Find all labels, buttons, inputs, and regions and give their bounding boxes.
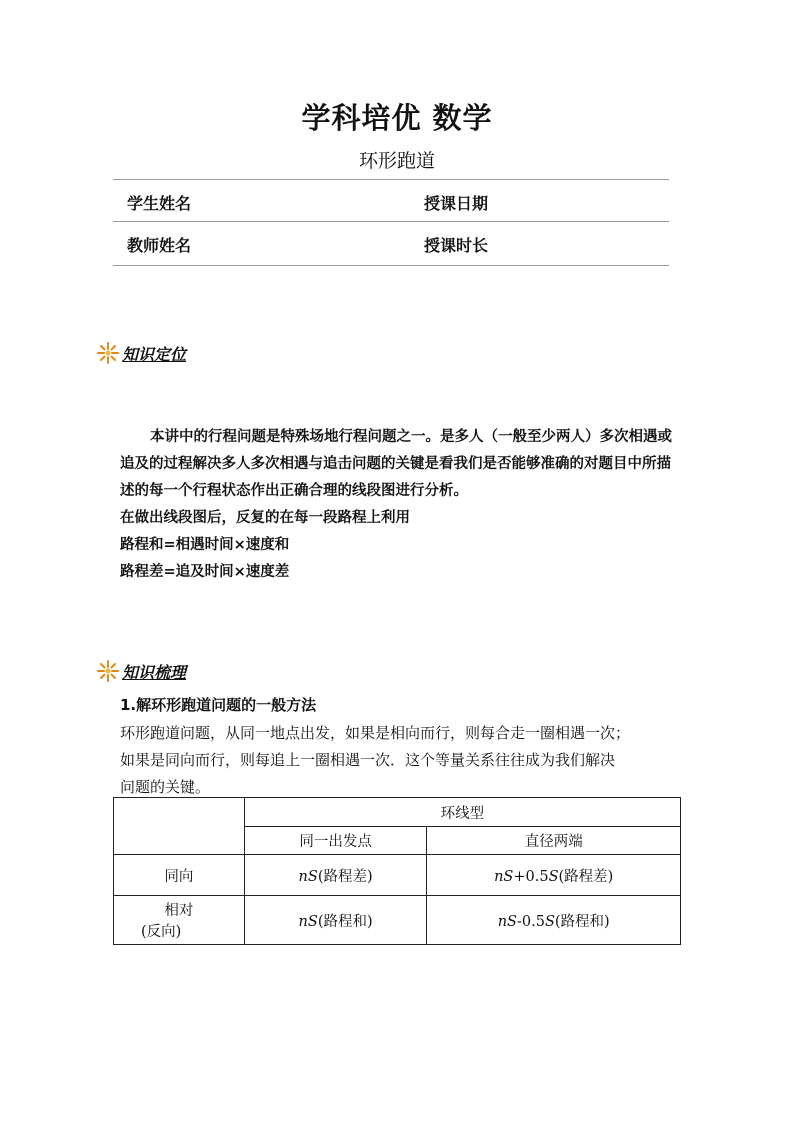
sparkle-icon <box>95 340 121 366</box>
table-row-label: 同向 <box>114 855 245 896</box>
formula-variable: S <box>548 868 559 885</box>
section-title: 知识梳理 <box>122 662 187 682</box>
formula-difference: 路程差=追及时间×速度差 <box>120 564 290 580</box>
method-table <box>113 797 681 945</box>
subheading: 1.解环形跑道问题的一般方法 <box>120 696 317 714</box>
formula-text: (路程差) <box>558 868 614 885</box>
page-title: 学科培优 数学 <box>301 101 493 135</box>
section2-body <box>120 720 680 801</box>
body-line: 问题的关键。 <box>120 778 211 796</box>
formula-variable: nS <box>494 868 514 885</box>
section1-body <box>120 424 680 586</box>
page-subtitle: 环形跑道 <box>358 150 435 172</box>
body-line: 如果是同向而行，则每追上一圈相遇一次．这个等量关系往往成为我们解决 <box>120 751 616 769</box>
table-cell <box>244 896 427 945</box>
intro-line: 在做出线段图后，反复的在每一段路程上利用 <box>120 510 410 526</box>
formula-variable: S <box>544 913 555 930</box>
formula-operator: +0.5 <box>513 868 549 885</box>
table-row <box>114 798 681 827</box>
table-group-header: 环线型 <box>244 798 680 827</box>
table-row <box>114 855 681 896</box>
formula-variable: nS <box>298 868 318 885</box>
table-corner-cell <box>114 798 245 855</box>
teacher-name-label: 教师姓名 <box>127 236 192 255</box>
table-col-header: 直径两端 <box>427 827 681 855</box>
row-label-line: 相对 <box>164 903 194 919</box>
table-row <box>114 896 681 945</box>
info-top-rule <box>113 179 669 180</box>
body-line: 环形跑道问题，从同一地点出发，如果是相向而行，则每合走一圈相遇一次； <box>120 724 631 742</box>
date-label: 授课日期 <box>424 194 489 213</box>
intro-paragraph: 本讲中的行程问题是特殊场地行程问题之一。是多人（一般至少两人）多次相遇或追及的过程解决多人多次相遇与追击问题的关键是看我们是否能够准确的对题目中所描述的每一个行程状态作出正确合理的线段图进行分析。 <box>120 429 672 499</box>
section-knowledge-review <box>95 658 186 684</box>
table-cell <box>427 855 681 896</box>
table-cell <box>244 855 427 896</box>
section-title: 知识定位 <box>122 344 187 364</box>
row-label-line: (反向) <box>141 924 182 940</box>
formula-text: (路程和) <box>317 913 373 930</box>
formula-variable: nS <box>298 913 318 930</box>
info-middle-rule <box>113 221 669 222</box>
section-knowledge-positioning <box>95 340 186 366</box>
formula-text: (路程差) <box>317 868 373 885</box>
sparkle-icon <box>95 658 121 684</box>
student-name-label: 学生姓名 <box>127 194 192 213</box>
duration-label: 授课时长 <box>424 236 489 255</box>
formula-sum: 路程和=相遇时间×速度和 <box>120 537 290 553</box>
formula-operator: -0.5 <box>516 913 545 930</box>
formula-text: (路程和) <box>554 913 610 930</box>
table-col-header: 同一出发点 <box>244 827 427 855</box>
table-row-label <box>114 896 245 945</box>
formula-variable: nS <box>497 913 517 930</box>
table-cell <box>427 896 681 945</box>
info-bottom-rule <box>113 265 669 266</box>
